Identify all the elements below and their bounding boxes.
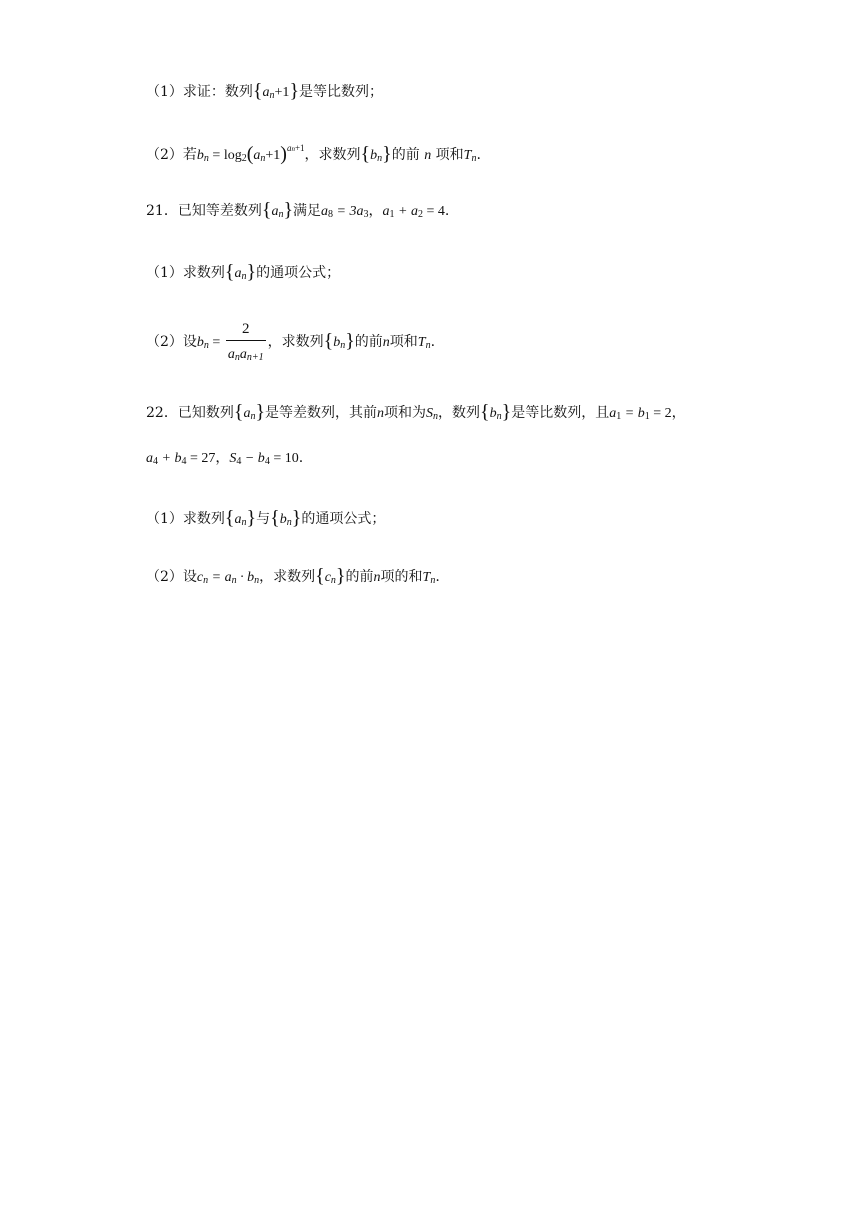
q20-part1: （1）求证：数列$\{a_n+1\}$是等比数列； — [146, 80, 384, 102]
question-number: 22． — [146, 405, 178, 421]
q21-part1: （1）求数列$\{a_n\}$的通项公式； — [146, 261, 341, 283]
q22-part1: （1）求数列$\{a_n\}$与$\{b_n\}$的通项公式； — [146, 507, 386, 529]
q21-stem: 21．已知等差数列$\{a_n\}$满足$a_8 = 3a_3$，$a_1 + a_2 = 4$. — [146, 199, 450, 221]
q22-part2: （2）设$c_n = a_n \cdot b_n$，求数列$\{c_n\}$的前n项的和$T_n$. — [146, 565, 440, 587]
q22-stem-line1: 22．已知数列$\{a_n\}$是等差数列，其前n项和为$S_n$，数列$\{b_n\}$是等比数列，且$a_1 = b_1 = 2$， — [146, 401, 686, 423]
q22-stem-line2: $a_4 + b_4 = 27$，$S_4 - b_4 = 10$. — [146, 450, 304, 467]
q20-part2: （2）若$b_n = \log_2(a_n+1)^{an+1}$，求数列$\{b_n\}$的前 n 项和$T_n$. — [146, 143, 481, 165]
q21-part2: （2）设$b_n$ = $\frac{2}{a_na_{n+1}}$ ，求数列$\{b_n\}$的前n项和$T_n$. — [146, 320, 436, 363]
question-number: 21． — [146, 203, 178, 219]
fraction: $\frac{2}{a_na_{n+1}}$ — [227, 320, 264, 363]
